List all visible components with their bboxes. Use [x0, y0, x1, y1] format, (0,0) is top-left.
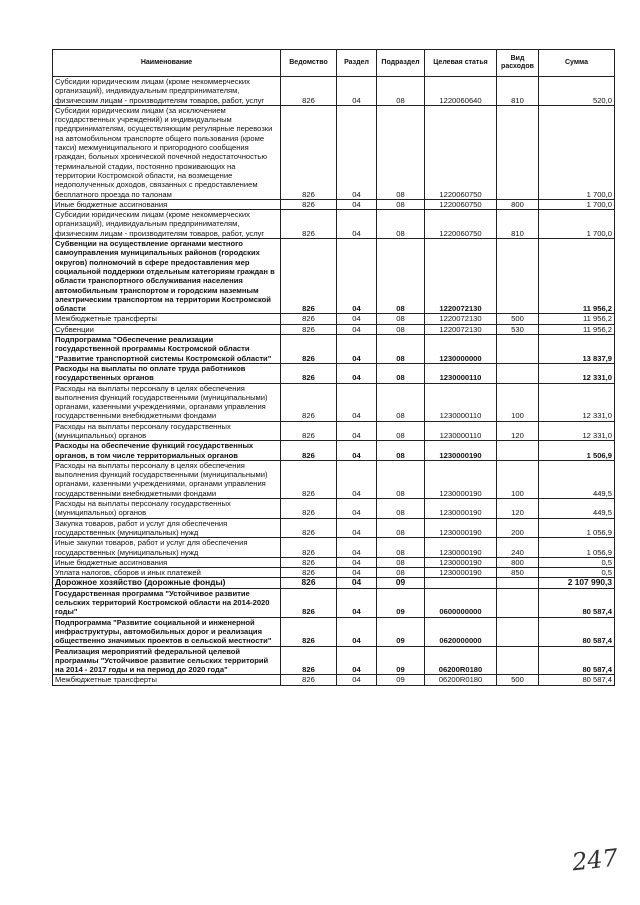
cell-type: 810 — [497, 210, 539, 239]
cell-name: Субвенции на осуществление органами местного самоуправления муниципальных районов (городских округов) полномочий в сфере предоставления мер социальной поддержки отдельным категориям граждан в области транспортного обслуживания населения автомобильным транспортом и городским наземным электрическим транспортом на территории Костромской области — [53, 239, 281, 314]
cell-dept: 826 — [281, 538, 337, 558]
table-row — [53, 557, 615, 567]
cell-dept: 826 — [281, 210, 337, 239]
table-row — [53, 675, 615, 685]
cell-section: 04 — [337, 578, 377, 588]
header-type: Вид расходов — [497, 50, 539, 77]
cell-name: Субсидии юридическим лицам (кроме некоммерческих организаций), индивидуальным предпринимателям, физическим лицам - производителям товаров, работ, услуг — [53, 77, 281, 106]
cell-subsection: 09 — [377, 617, 425, 646]
cell-target: 1230000190 — [425, 568, 497, 578]
cell-type: 850 — [497, 568, 539, 578]
cell-sum: 449,5 — [539, 499, 615, 519]
cell-subsection: 08 — [377, 314, 425, 324]
table-row — [53, 239, 615, 314]
cell-type — [497, 239, 539, 314]
cell-section: 04 — [337, 77, 377, 106]
page-number: 247 — [570, 843, 620, 877]
header-target: Целевая статья — [425, 50, 497, 77]
table-row — [53, 324, 615, 334]
cell-section: 04 — [337, 210, 377, 239]
cell-target — [425, 578, 497, 588]
cell-name: Субсидии юридическим лицам (за исключением государственных учреждений) и индивидуальным предпринимателям, осуществляющим регулярные перевозки на автомобильном транспорте общего пользования (кроме такси) межмуниципального и пригородного сообщения граждан, больных хронической почечной недостаточностью терминальной стадии, постоянно проживающих на территории Костромской области, на возмещение недополученных доходов, связанных с предоставлением бесплатного проезда по талонам — [53, 105, 281, 199]
cell-section: 04 — [337, 105, 377, 199]
cell-target: 1220060750 — [425, 210, 497, 239]
cell-type — [497, 588, 539, 617]
cell-target: 1220060640 — [425, 77, 497, 106]
cell-name: Закупка товаров, работ и услуг для обеспечения государственных (муниципальных) нужд — [53, 518, 281, 538]
cell-sum: 13 837,9 — [539, 335, 615, 364]
cell-sum: 12 331,0 — [539, 421, 615, 441]
cell-dept: 826 — [281, 324, 337, 334]
cell-name: Расходы на выплаты персоналу государственных (муниципальных) органов — [53, 421, 281, 441]
cell-dept: 826 — [281, 383, 337, 421]
cell-type — [497, 578, 539, 588]
cell-dept: 826 — [281, 588, 337, 617]
cell-sum: 80 587,4 — [539, 588, 615, 617]
cell-dept: 826 — [281, 335, 337, 364]
cell-section: 04 — [337, 335, 377, 364]
cell-sum: 1 506,9 — [539, 441, 615, 461]
cell-type: 800 — [497, 199, 539, 209]
cell-name: Расходы на выплаты персоналу государственных (муниципальных) органов — [53, 499, 281, 519]
cell-name: Государственная программа "Устойчивое развитие сельских территорий Костромской области на 2014-2020 годы" — [53, 588, 281, 617]
cell-dept: 826 — [281, 441, 337, 461]
table-row — [53, 538, 615, 558]
cell-subsection: 08 — [377, 538, 425, 558]
cell-dept: 826 — [281, 239, 337, 314]
cell-type — [497, 441, 539, 461]
cell-type: 530 — [497, 324, 539, 334]
cell-target: 06200R0180 — [425, 646, 497, 675]
cell-section: 04 — [337, 441, 377, 461]
cell-section: 04 — [337, 646, 377, 675]
cell-subsection: 09 — [377, 578, 425, 588]
cell-sum: 1 056,9 — [539, 518, 615, 538]
cell-section: 04 — [337, 557, 377, 567]
table-row — [53, 210, 615, 239]
cell-dept: 826 — [281, 460, 337, 498]
header-subsection: Подраздел — [377, 50, 425, 77]
cell-subsection: 08 — [377, 441, 425, 461]
table-row — [53, 617, 615, 646]
cell-dept: 826 — [281, 518, 337, 538]
cell-section: 04 — [337, 324, 377, 334]
cell-type: 100 — [497, 383, 539, 421]
cell-type — [497, 646, 539, 675]
table-row — [53, 499, 615, 519]
cell-target: 1220072130 — [425, 239, 497, 314]
cell-target: 1230000190 — [425, 460, 497, 498]
cell-target: 1220072130 — [425, 324, 497, 334]
cell-sum: 80 587,4 — [539, 675, 615, 685]
cell-name: Расходы на выплаты персоналу в целях обеспечения выполнения функций государственными (муниципальными) органами, казенными учреждениями, органами управления государственными внебюджетными фондами — [53, 383, 281, 421]
cell-sum: 449,5 — [539, 460, 615, 498]
cell-subsection: 08 — [377, 335, 425, 364]
cell-name: Расходы на обеспечение функций государственных органов, в том числе территориальных органов — [53, 441, 281, 461]
cell-name: Дорожное хозяйство (дорожные фонды) — [53, 578, 281, 588]
cell-dept: 826 — [281, 421, 337, 441]
cell-subsection: 08 — [377, 568, 425, 578]
cell-dept: 826 — [281, 105, 337, 199]
cell-subsection: 08 — [377, 77, 425, 106]
table-row — [53, 363, 615, 383]
cell-type: 500 — [497, 314, 539, 324]
cell-dept: 826 — [281, 363, 337, 383]
cell-type: 500 — [497, 675, 539, 685]
cell-name: Субсидии юридическим лицам (кроме некоммерческих организаций), индивидуальным предпринимателям, физическим лицам - производителям товаров, работ, услуг — [53, 210, 281, 239]
cell-section: 04 — [337, 421, 377, 441]
cell-dept: 826 — [281, 578, 337, 588]
cell-sum: 11 956,2 — [539, 324, 615, 334]
cell-dept: 826 — [281, 314, 337, 324]
cell-target: 1230000110 — [425, 383, 497, 421]
cell-target: 1230000190 — [425, 538, 497, 558]
cell-sum: 80 587,4 — [539, 617, 615, 646]
cell-subsection: 08 — [377, 421, 425, 441]
cell-dept: 826 — [281, 557, 337, 567]
header-section: Раздел — [337, 50, 377, 77]
cell-name: Межбюджетные трансферты — [53, 314, 281, 324]
cell-subsection: 08 — [377, 499, 425, 519]
cell-section: 04 — [337, 568, 377, 578]
cell-target: 1220060750 — [425, 199, 497, 209]
cell-sum: 12 331,0 — [539, 383, 615, 421]
cell-target: 1230000000 — [425, 335, 497, 364]
cell-target: 1220072130 — [425, 314, 497, 324]
cell-subsection: 08 — [377, 105, 425, 199]
cell-name: Расходы на выплаты персоналу в целях обеспечения выполнения функций государственными (муниципальными) органами, казенными учреждениями, органами управления государственными внебюджетными фондами — [53, 460, 281, 498]
cell-name: Субвенции — [53, 324, 281, 334]
cell-sum: 520,0 — [539, 77, 615, 106]
cell-type: 200 — [497, 518, 539, 538]
table-row — [53, 578, 615, 588]
cell-target: 1230000190 — [425, 557, 497, 567]
cell-subsection: 09 — [377, 646, 425, 675]
cell-type: 100 — [497, 460, 539, 498]
cell-dept: 826 — [281, 675, 337, 685]
cell-dept: 826 — [281, 77, 337, 106]
table-row — [53, 441, 615, 461]
table-row — [53, 314, 615, 324]
cell-name: Межбюджетные трансферты — [53, 675, 281, 685]
cell-name: Иные бюджетные ассигнования — [53, 557, 281, 567]
cell-subsection: 09 — [377, 675, 425, 685]
cell-subsection: 08 — [377, 363, 425, 383]
cell-sum: 0,5 — [539, 568, 615, 578]
cell-name: Реализация мероприятий федеральной целевой программы "Устойчивое развитие сельских территорий на 2014 - 2017 годы и на период до 2020 года" — [53, 646, 281, 675]
cell-sum: 1 700,0 — [539, 105, 615, 199]
cell-target: 1230000190 — [425, 441, 497, 461]
table-header-row — [53, 50, 615, 77]
cell-sum: 11 956,2 — [539, 314, 615, 324]
cell-sum: 1 700,0 — [539, 210, 615, 239]
cell-section: 04 — [337, 460, 377, 498]
cell-type: 800 — [497, 557, 539, 567]
cell-target: 1230000110 — [425, 363, 497, 383]
cell-dept: 826 — [281, 199, 337, 209]
table-row — [53, 383, 615, 421]
table-row — [53, 421, 615, 441]
cell-sum: 11 956,2 — [539, 239, 615, 314]
cell-dept: 826 — [281, 499, 337, 519]
cell-section: 04 — [337, 588, 377, 617]
cell-type — [497, 617, 539, 646]
cell-section: 04 — [337, 675, 377, 685]
cell-sum: 12 331,0 — [539, 363, 615, 383]
table-row — [53, 646, 615, 675]
cell-dept: 826 — [281, 646, 337, 675]
header-name: Наименование — [53, 50, 281, 77]
cell-section: 04 — [337, 499, 377, 519]
cell-section: 04 — [337, 518, 377, 538]
cell-section: 04 — [337, 617, 377, 646]
cell-name: Уплата налогов, сборов и иных платежей — [53, 568, 281, 578]
cell-name: Расходы на выплаты по оплате труда работников государственных органов — [53, 363, 281, 383]
table-row — [53, 588, 615, 617]
cell-name: Иные бюджетные ассигнования — [53, 199, 281, 209]
cell-subsection: 08 — [377, 518, 425, 538]
table-row — [53, 518, 615, 538]
cell-target: 0600000000 — [425, 588, 497, 617]
table-row — [53, 77, 615, 106]
table-row — [53, 460, 615, 498]
cell-sum: 1 700,0 — [539, 199, 615, 209]
cell-type — [497, 363, 539, 383]
cell-type — [497, 105, 539, 199]
table-row — [53, 568, 615, 578]
cell-subsection: 08 — [377, 239, 425, 314]
cell-type — [497, 335, 539, 364]
budget-table — [52, 49, 615, 686]
cell-subsection: 08 — [377, 383, 425, 421]
cell-sum: 2 107 990,3 — [539, 578, 615, 588]
cell-target: 06200R0180 — [425, 675, 497, 685]
cell-section: 04 — [337, 239, 377, 314]
cell-target: 1230000190 — [425, 499, 497, 519]
cell-target: 0620000000 — [425, 617, 497, 646]
cell-subsection: 08 — [377, 557, 425, 567]
cell-name: Подпрограмма "Обеспечение реализации государственной программы Костромской области "Развитие транспортной системы Костромской области" — [53, 335, 281, 364]
cell-section: 04 — [337, 314, 377, 324]
cell-dept: 826 — [281, 568, 337, 578]
cell-subsection: 08 — [377, 210, 425, 239]
cell-section: 04 — [337, 538, 377, 558]
table-row — [53, 199, 615, 209]
header-sum: Сумма — [539, 50, 615, 77]
cell-type: 120 — [497, 421, 539, 441]
cell-subsection: 08 — [377, 199, 425, 209]
cell-type: 810 — [497, 77, 539, 106]
cell-sum: 0,5 — [539, 557, 615, 567]
cell-name: Подпрограмма "Развитие социальной и инженерной инфраструктуры, автомобильных дорог и реализация общественно значимых проектов в сельской местности" — [53, 617, 281, 646]
cell-sum: 80 587,4 — [539, 646, 615, 675]
header-dept: Ведомство — [281, 50, 337, 77]
cell-subsection: 08 — [377, 324, 425, 334]
cell-target: 1230000190 — [425, 518, 497, 538]
cell-name: Иные закупки товаров, работ и услуг для обеспечения государственных (муниципальных) нужд — [53, 538, 281, 558]
cell-section: 04 — [337, 199, 377, 209]
cell-dept: 826 — [281, 617, 337, 646]
cell-type: 120 — [497, 499, 539, 519]
cell-subsection: 08 — [377, 460, 425, 498]
cell-section: 04 — [337, 383, 377, 421]
cell-sum: 1 056,9 — [539, 538, 615, 558]
cell-subsection: 09 — [377, 588, 425, 617]
table-row — [53, 105, 615, 199]
cell-target: 1220060750 — [425, 105, 497, 199]
cell-target: 1230000110 — [425, 421, 497, 441]
cell-section: 04 — [337, 363, 377, 383]
cell-type: 240 — [497, 538, 539, 558]
table-row — [53, 335, 615, 364]
